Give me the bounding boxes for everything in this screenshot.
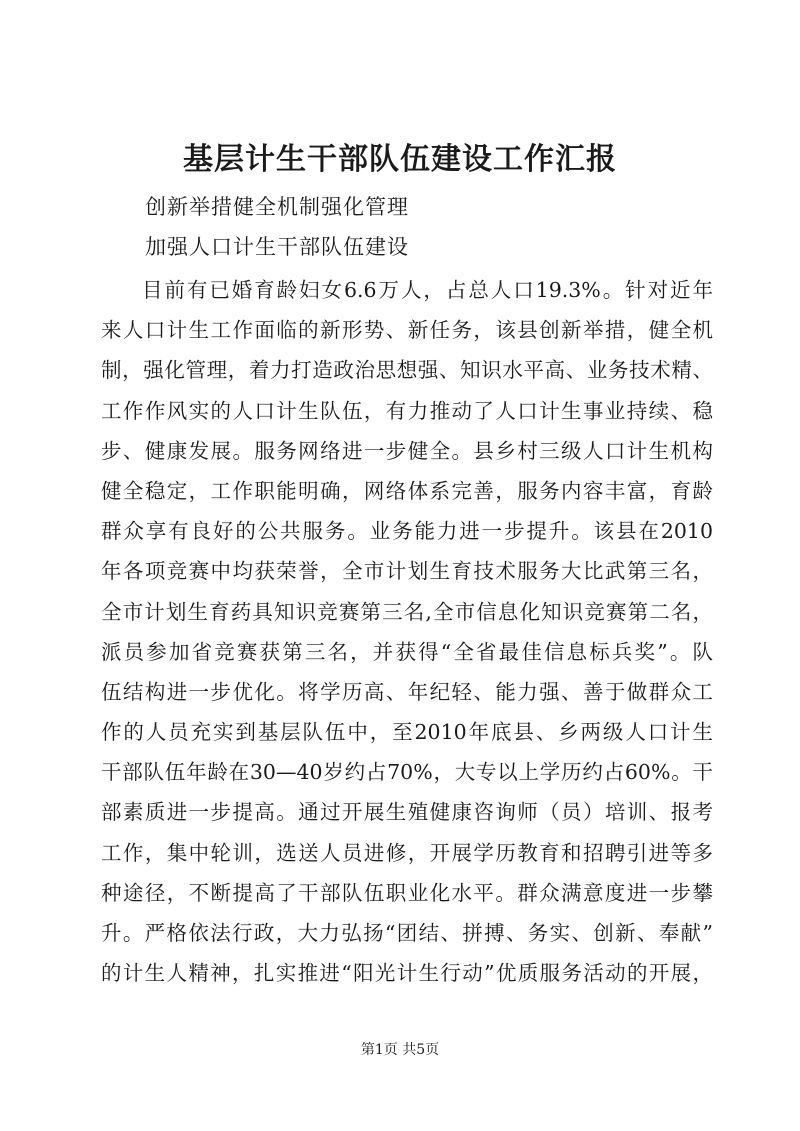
body-line: 伍结构进一步优化。将学历高、年纪轻、能力强、善于做群众工	[101, 679, 713, 704]
body-line: 群众享有良好的公共服务。业务能力进一步提升。该县在2010	[101, 519, 713, 544]
body-paragraph	[101, 270, 713, 993]
subtitle-2: 加强人口计生干部队伍建设	[145, 235, 409, 259]
body-line: 年各项竞赛中均获荣誉，全市计划生育技术服务大比武第三名，	[101, 559, 713, 584]
body-line: 升。严格依法行政，大力弘扬“团结、拼搏、务实、创新、奉献”	[101, 921, 713, 945]
subtitle-1: 创新举措健全机制强化管理	[145, 195, 409, 219]
page-footer: 第1页 共5页	[360, 1042, 440, 1058]
document-title: 基层计生干部队伍建设工作汇报	[183, 142, 617, 177]
body-line: 制，强化管理，着力打造政治思想强、知识水平高、业务技术精、	[101, 358, 713, 383]
body-line: 派员参加省竞赛获第三名，并获得“全省最佳信息标兵奖”。队	[101, 639, 713, 664]
body-line: 来人口计生工作面临的新形势、新任务，该县创新举措，健全机	[101, 318, 713, 343]
body-line: 全市计划生育药具知识竞赛第三名,全市信息化知识竞赛第二名，	[101, 599, 713, 624]
body-line: 的计生人精神，扎实推进“阳光计生行动”优质服务活动的开展，	[101, 961, 713, 986]
body-line: 作的人员充实到基层队伍中，至2010年底县、乡两级人口计生	[101, 720, 713, 745]
body-line: 干部队伍年龄在30—40岁约占70%，大专以上学历约占60%。干	[101, 760, 713, 785]
body-line: 种途径，不断提高了干部队伍职业化水平。群众满意度进一步攀	[101, 880, 713, 905]
body-line: 部素质进一步提高。通过开展生殖健康咨询师（员）培训、报考	[101, 800, 713, 825]
body-line: 目前有已婚育龄妇女6.6万人，占总人口19.3%。针对近年	[142, 278, 713, 302]
body-line: 工作，集中轮训，选送人员进修，开展学历教育和招聘引进等多	[101, 840, 713, 865]
body-line: 步、健康发展。服务网络进一步健全。县乡村三级人口计生机构	[101, 438, 713, 463]
body-line: 健全稳定，工作职能明确，网络体系完善，服务内容丰富，育龄	[101, 478, 713, 503]
body-line: 工作作风实的人口计生队伍，有力推动了人口计生事业持续、稳	[101, 398, 713, 423]
